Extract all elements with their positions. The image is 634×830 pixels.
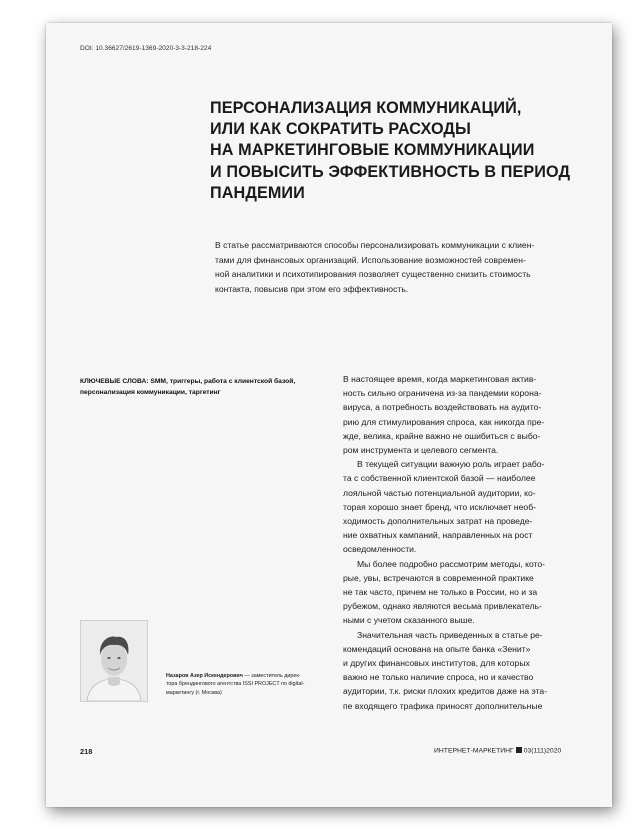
body-text bbox=[343, 372, 595, 713]
doi-line: DOI: 10.36627/2619-1369-2020-3-3-218-224 bbox=[80, 45, 212, 52]
author-portrait-image bbox=[81, 621, 147, 701]
abstract-line: контакта, повысив при этом его эффективность. bbox=[215, 283, 409, 294]
body-line: не так часто, причем не только в России, но и за bbox=[343, 587, 538, 598]
body-line: осведомленности. bbox=[343, 544, 417, 555]
author-photo bbox=[80, 620, 148, 702]
body-line: комендаций основана на опыте банка «Зенит» bbox=[343, 643, 531, 654]
abstract-line: тами для финансовых организаций. Использование возможностей современ- bbox=[215, 254, 526, 265]
body-line: торая хорошо знает бренд, что исключает необ- bbox=[343, 501, 536, 512]
body-line: важно не только наличие спроса, но и качество bbox=[343, 672, 534, 683]
body-line: ность сильно ограничена из-за пандемии корона- bbox=[343, 388, 542, 399]
author-name: Назаров Азер Искендерович bbox=[166, 673, 243, 679]
body-line: В настоящее время, когда маркетинговая актив- bbox=[343, 374, 537, 384]
keywords-line: КЛЮЧЕВЫЕ СЛОВА: SMM, триггеры, работа с клиентской базой, bbox=[80, 378, 296, 385]
body-line: рию для стимулирования спроса, как никогда пре- bbox=[343, 416, 545, 427]
author-desc: маркетингу (г. Москва) bbox=[166, 689, 222, 696]
abstract-line: В статье рассматриваются способы персонализировать коммуникации с клиен- bbox=[215, 240, 535, 250]
keywords-line: персонализация коммуникации, таргетинг bbox=[80, 389, 221, 397]
author-info bbox=[166, 672, 346, 697]
body-line: ние охватных кампаний, направленных на рост bbox=[343, 530, 533, 541]
abstract bbox=[215, 238, 587, 296]
body-line: ром инструмента и целевого сегмента. bbox=[343, 445, 499, 456]
title-line: ИЛИ КАК СОКРАТИТЬ РАСХОДЫ bbox=[210, 120, 471, 139]
abstract-line: ной аналитики и психотипирования позволяет существенно снизить стоимость bbox=[215, 269, 531, 280]
journal-issue: 03(111)2020 bbox=[523, 747, 562, 755]
body-line: жде, велика, крайне важно не ошибиться с выбо- bbox=[343, 430, 541, 441]
journal-page bbox=[46, 23, 612, 807]
article-title bbox=[210, 98, 580, 204]
body-line: Мы более подробно рассмотрим методы, кото- bbox=[357, 558, 546, 569]
body-line: та с собственной клиентской базой — наиболее bbox=[343, 473, 536, 484]
body-line: рубежом, однако являются весьма привлекатель- bbox=[343, 601, 542, 612]
body-line: аудитории, т.к. риски плохих кредитов даже на эта- bbox=[343, 686, 548, 697]
author-desc: — заместитель дирек- bbox=[242, 673, 301, 679]
title-line: ПЕРСОНАЛИЗАЦИЯ КОММУНИКАЦИЙ, bbox=[210, 99, 522, 117]
author-desc: тора брендингового агентства ISSI PROJECT по digital- bbox=[166, 681, 305, 688]
body-line: ными с учетом сказанного выше. bbox=[343, 615, 475, 626]
body-line: вируса, а потребность воздействовать на аудито- bbox=[343, 402, 542, 413]
body-line: рые, увы, встречаются в современной практике bbox=[343, 572, 534, 583]
body-line: В текущей ситуации важную роль играет рабо- bbox=[357, 459, 545, 470]
body-line: лояльной частью потенциальной аудитории, ко- bbox=[343, 487, 536, 498]
journal-footer bbox=[434, 747, 561, 755]
body-line: пе входящего трафика приносят дополнительные bbox=[343, 700, 543, 711]
body-line: ходимость дополнительных затрат на проведе- bbox=[343, 516, 533, 527]
page-number: 218 bbox=[80, 747, 93, 756]
journal-name: ИНТЕРНЕТ-МАРКЕТИНГ bbox=[434, 747, 514, 755]
title-line: ПАНДЕМИИ bbox=[210, 183, 305, 202]
body-line: и других финансовых институтов, для которых bbox=[343, 658, 530, 669]
keywords bbox=[80, 376, 335, 399]
title-line: И ПОВЫСИТЬ ЭФФЕКТИВНОСТЬ В ПЕРИОД bbox=[210, 162, 571, 181]
title-line: НА МАРКЕТИНГОВЫЕ КОММУНИКАЦИИ bbox=[210, 141, 535, 160]
square-separator-icon bbox=[516, 747, 522, 753]
body-line: Значительная часть приведенных в статье ре- bbox=[357, 629, 543, 640]
